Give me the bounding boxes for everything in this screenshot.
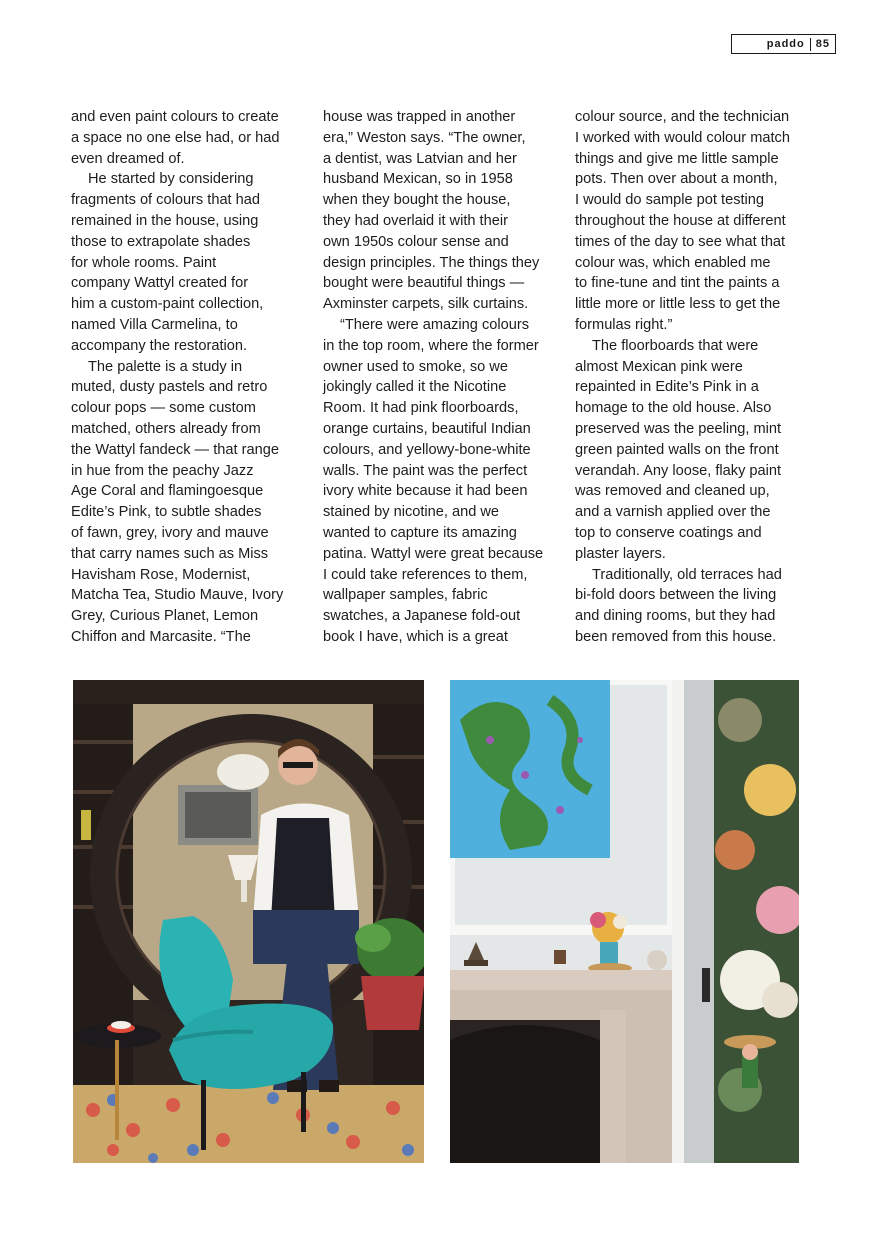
text-line: colour pops — some custom [71,400,256,417]
text-line: preserved was the peeling, mint [575,420,782,437]
text-line: The floorboards that were [592,337,759,354]
text-line: bought were beautiful things — [323,275,525,292]
text-line: colour was, which enabled me [575,254,771,271]
text-line: stained by nicotine, and we [323,504,500,521]
text-line: formulas right.” [575,316,673,333]
text-line: those to extrapolate shades [71,233,251,250]
text-line: Grey, Curious Planet, Lemon [71,608,259,625]
text-line: that carry names such as Miss [71,545,269,562]
text-line: of fawn, grey, ivory and mauve [71,524,269,541]
text-line: was removed and cleaned up, [575,483,770,500]
text-line: Age Coral and flamingoesque [71,483,264,500]
text-line: the Wattyl fandeck — that range [71,441,279,458]
text-line: and even paint colours to create [71,109,279,125]
photo-right-illustration [450,680,799,1163]
text-line: wallpaper samples, fabric [323,587,488,604]
page-number: 85 [815,38,830,50]
text-column-3 [575,107,815,648]
text-line: green painted walls on the front [575,441,779,458]
text-line: muted, dusty pastels and retro [71,379,268,396]
text-line: colours, and yellowy-bone-white [323,441,531,458]
text-line: husband Mexican, so in 1958 [323,171,513,188]
text-line: era,” Weston says. “The owner, [323,129,526,146]
text-line: plaster layers. [575,545,666,562]
text-line: Havisham Rose, Modernist, [71,566,251,583]
text-line: little more or little less to get the [575,296,781,313]
text-line: jokingly called it the Nicotine [323,379,507,396]
text-line: wanted to capture its amazing [323,524,517,541]
text-line: owner used to smoke, so we [323,358,508,375]
text-line: Chiffon and Marcasite. “The [71,628,251,645]
text-line: almost Mexican pink were [575,358,743,375]
text-line: swatches, a Japanese fold-out [323,608,521,625]
text-line: house was trapped in another [323,109,516,125]
text-line: even dreamed of. [71,150,185,167]
text-line: fragments of colours that had [71,192,261,209]
text-line: company Wattyl created for [71,275,249,292]
text-line: Axminster carpets, silk curtains. [323,296,529,313]
text-line: own 1950s colour sense and [323,233,509,250]
text-line: accompany the restoration. [71,337,248,354]
photo-left-illustration [73,680,424,1163]
text-line: in hue from the peachy Jazz [71,462,254,479]
text-line: Edite’s Pink, to subtle shades [71,504,262,521]
text-line: and dining rooms, but they had [575,608,776,625]
text-line: been removed from this house. [575,628,777,645]
text-line: they had overlaid it with their [323,212,508,229]
text-line: to fine-tune and tint the paints a [575,275,780,292]
text-line: He started by considering [88,171,254,188]
text-column-2 [323,107,563,648]
page-folio [731,34,836,54]
text-line: times of the day to see what that [575,233,786,250]
text-line: patina. Wattyl were great because [323,545,544,562]
folio-divider [810,38,811,51]
text-line: named Villa Carmelina, to [71,316,238,333]
text-line: I would do sample pot testing [575,192,765,209]
text-line: things and give me little sample [575,150,779,167]
text-line: I could take references to them, [323,566,528,583]
photo-man-with-teal-chair [73,680,424,1163]
magazine-name: paddo [766,38,805,50]
text-line: when they bought the house, [323,192,511,209]
text-line: “There were amazing colours [340,316,529,333]
text-line: Room. It had pink floorboards, [323,400,519,417]
text-line: remained in the house, using [71,212,259,229]
text-line: bi-fold doors between the living [575,587,777,604]
text-column-1 [71,107,311,648]
text-line: homage to the old house. Also [575,400,772,417]
text-line: orange curtains, beautiful Indian [323,420,531,437]
text-line: walls. The paint was the perfect [323,462,528,479]
text-line: a dentist, was Latvian and her [323,150,517,167]
text-line: ivory white because it had been [323,483,528,500]
text-line: I worked with would colour match [575,129,790,146]
text-line: design principles. The things they [323,254,540,271]
text-line: in the top room, where the former [323,337,539,354]
text-line: matched, others already from [71,420,261,437]
text-line: Traditionally, old terraces had [592,566,782,583]
text-line: and a varnish applied over the [575,504,771,521]
photo-fireplace-and-painting [450,680,799,1163]
text-line: The palette is a study in [88,358,243,375]
text-line: pots. Then over about a month, [575,171,778,188]
text-line: book I have, which is a great [323,628,508,645]
text-line: verandah. Any loose, flaky paint [575,462,782,479]
text-line: for whole rooms. Paint [71,254,217,271]
text-line: a space no one else had, or had [71,129,280,146]
text-line: colour source, and the technician [575,109,790,125]
text-line: him a custom-paint collection, [71,296,264,313]
text-line: top to conserve coatings and [575,524,762,541]
text-line: throughout the house at different [575,212,786,229]
text-line: Matcha Tea, Studio Mauve, Ivory [71,587,284,604]
text-line: repainted in Edite’s Pink in a [575,379,759,396]
